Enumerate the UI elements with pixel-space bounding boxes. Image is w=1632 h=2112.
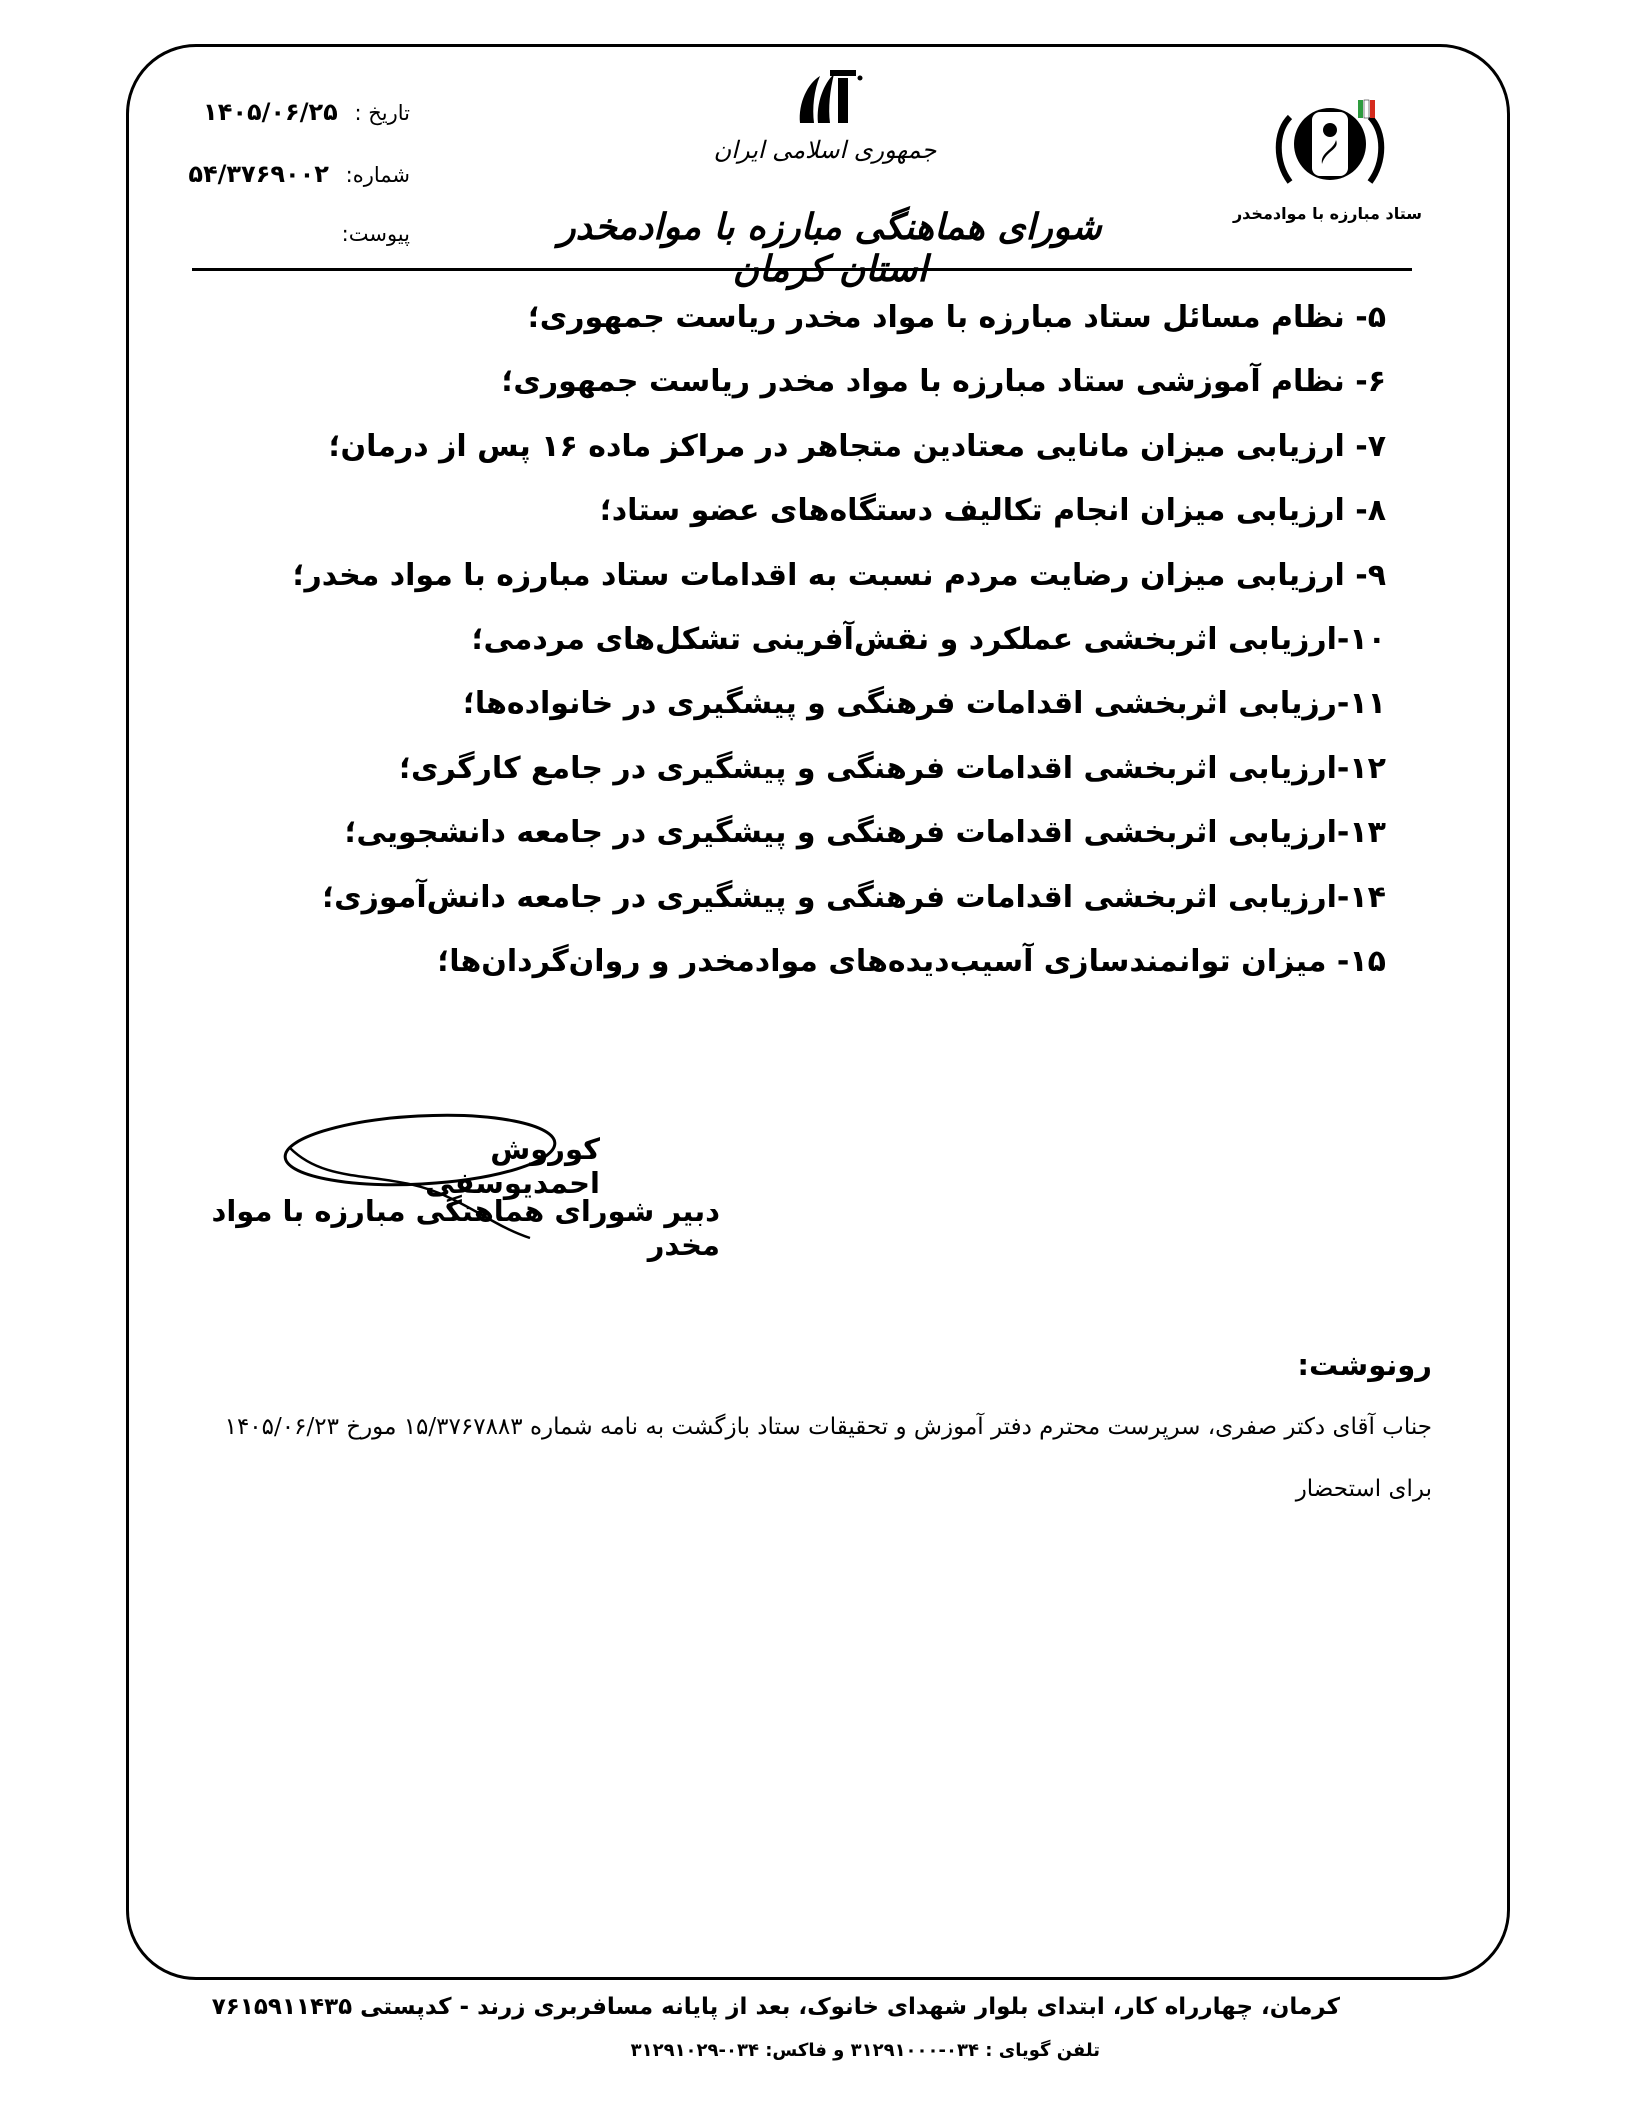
attachment-line (180, 222, 410, 246)
items-list (292, 286, 1386, 994)
attachment-label: پیوست: (341, 222, 410, 246)
list-item: ۱۰-ارزیابی اثربخشی عملکرد و نقش‌آفرینی تشکل‌های مردمی؛ (471, 621, 1386, 657)
list-item: ۷- ارزیابی میزان مانایی معتادین متجاهر در مراکز ماده ۱۶ پس از درمان؛ (328, 428, 1386, 464)
footer-phone: تلفن گویای : ۰۳۴-۳۱۲۹۱۰۰۰ و فاکس: ۰۳۴-۳۱۲۹۱۰۲۹ (630, 2040, 1100, 2061)
cc-label: رونوشت: (1297, 1348, 1432, 1382)
signer-title: دبیر شورای هماهنگی مبارزه با مواد مخدر (211, 1194, 720, 1262)
list-item: ۶- نظام آموزشی ستاد مبارزه با مواد مخدر ریاست جمهوری؛ (501, 364, 1386, 400)
header-divider (192, 268, 1412, 271)
date-value: ۱۴۰۵/۰۶/۲۵ (203, 98, 338, 126)
list-item: ۱۴-ارزیابی اثربخشی اقدامات فرهنگی و پیشگیری در جامعه دانش‌آموزی؛ (322, 879, 1386, 915)
list-item: ۱۳-ارزیابی اثربخشی اقدامات فرهنگی و پیشگیری در جامعه دانشجویی؛ (344, 815, 1386, 851)
signer-name: کوروش احمدیوسفی (425, 1132, 600, 1200)
list-item: ۱۱-رزیابی اثربخشی اقدامات فرهنگی و پیشگیری در خانواده‌ها؛ (462, 686, 1386, 722)
number-value: ۵۴/۳۷۶۹۰۰۲ (188, 160, 329, 188)
number-label: شماره: (345, 163, 410, 187)
logo-caption: ستاد مبارزه با موادمخدر (1232, 204, 1423, 223)
list-item: ۵- نظام مسائل ستاد مبارزه با مواد مخدر ریاست جمهوری؛ (527, 300, 1386, 335)
list-item: ۸- ارزیابی میزان انجام تکالیف دستگاه‌های عضو ستاد؛ (599, 493, 1386, 529)
footer-address: کرمان، چهارراه کار، ابتدای بلوار شهدای خانوک، بعد از پایانه مسافربری زرند - کدپستی ۷۶۱۵۹۱۱۴۳۵ (211, 1994, 1340, 2020)
republic-name: جمهوری اسلامی ایران (713, 136, 937, 164)
date-label: تاریخ : (354, 101, 410, 125)
list-item: ۹- ارزیابی میزان رضایت مردم نسبت به اقدامات ستاد مبارزه با مواد مخدر؛ (292, 557, 1386, 593)
republic-emblem-icon (780, 68, 880, 128)
number-line (180, 160, 410, 188)
list-item: ۱۵- میزان توانمندسازی آسیب‌دیده‌های موادمخدر و روان‌گردان‌ها؛ (437, 943, 1386, 979)
council-title: شورای هماهنگی مبارزه با موادمخدر استان کرمان (558, 206, 1102, 290)
cc-text: جناب آقای دکتر صفری، سرپرست محترم دفتر آموزش و تحقیقات ستاد بازگشت به نامه شماره ۱۵/۳۷۶۷۸۸۳ مورخ ۱۴۰۵/۰۶/۲۳ برای استحضار (224, 1414, 1432, 1502)
anti-narcotics-logo-icon (1270, 92, 1390, 192)
date-line (180, 98, 410, 126)
list-item: ۱۲-ارزیابی اثربخشی اقدامات فرهنگی و پیشگیری در جامع کارگری؛ (399, 750, 1386, 786)
